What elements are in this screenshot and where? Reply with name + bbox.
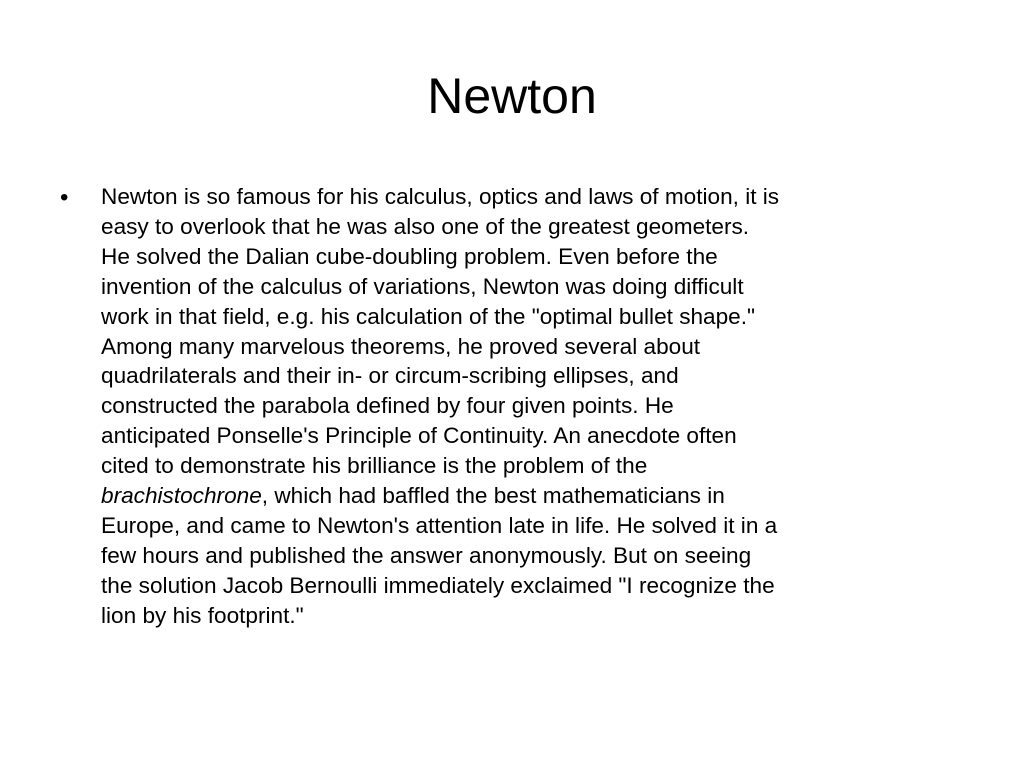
paragraph-line: few hours and published the answer anonymously. But on seeing	[101, 542, 752, 568]
paragraph-line: invention of the calculus of variations, Newton was doing difficult	[101, 273, 744, 299]
paragraph-line: cited to demonstrate his brilliance is the problem of the	[101, 453, 648, 479]
paragraph-line: the solution Jacob Bernoulli immediately exclaimed "I recognize the	[101, 572, 775, 598]
paragraph-line: easy to overlook that he was also one of the greatest geometers.	[101, 213, 750, 239]
paragraph-line: Newton is so famous for his calculus, optics and laws of motion, it is	[101, 184, 780, 209]
paragraph-line: quadrilaterals and their in- or circum-scribing ellipses, and	[101, 363, 679, 389]
bullet-paragraph	[101, 182, 981, 631]
bullet-marker: •	[60, 184, 69, 211]
paragraph-line-italic	[101, 481, 981, 511]
italic-line-rest: , which had baffled the best mathematicians in	[261, 483, 725, 509]
italic-term: brachistochrone	[101, 483, 262, 509]
paragraph-line: lion by his footprint."	[101, 602, 304, 628]
slide-title: Newton	[427, 68, 597, 124]
paragraph-line: work in that field, e.g. his calculation of the "optimal bullet shape."	[101, 303, 756, 329]
paragraph-line: constructed the parabola defined by four given points. He	[101, 393, 674, 419]
paragraph-line: He solved the Dalian cube-doubling problem. Even before the	[101, 243, 718, 269]
paragraph-line: Among many marvelous theorems, he proved several about	[101, 333, 701, 359]
paragraph-line: Europe, and came to Newton's attention late in life. He solved it in a	[101, 512, 778, 538]
paragraph-line: anticipated Ponselle's Principle of Continuity. An anecdote often	[101, 423, 737, 449]
